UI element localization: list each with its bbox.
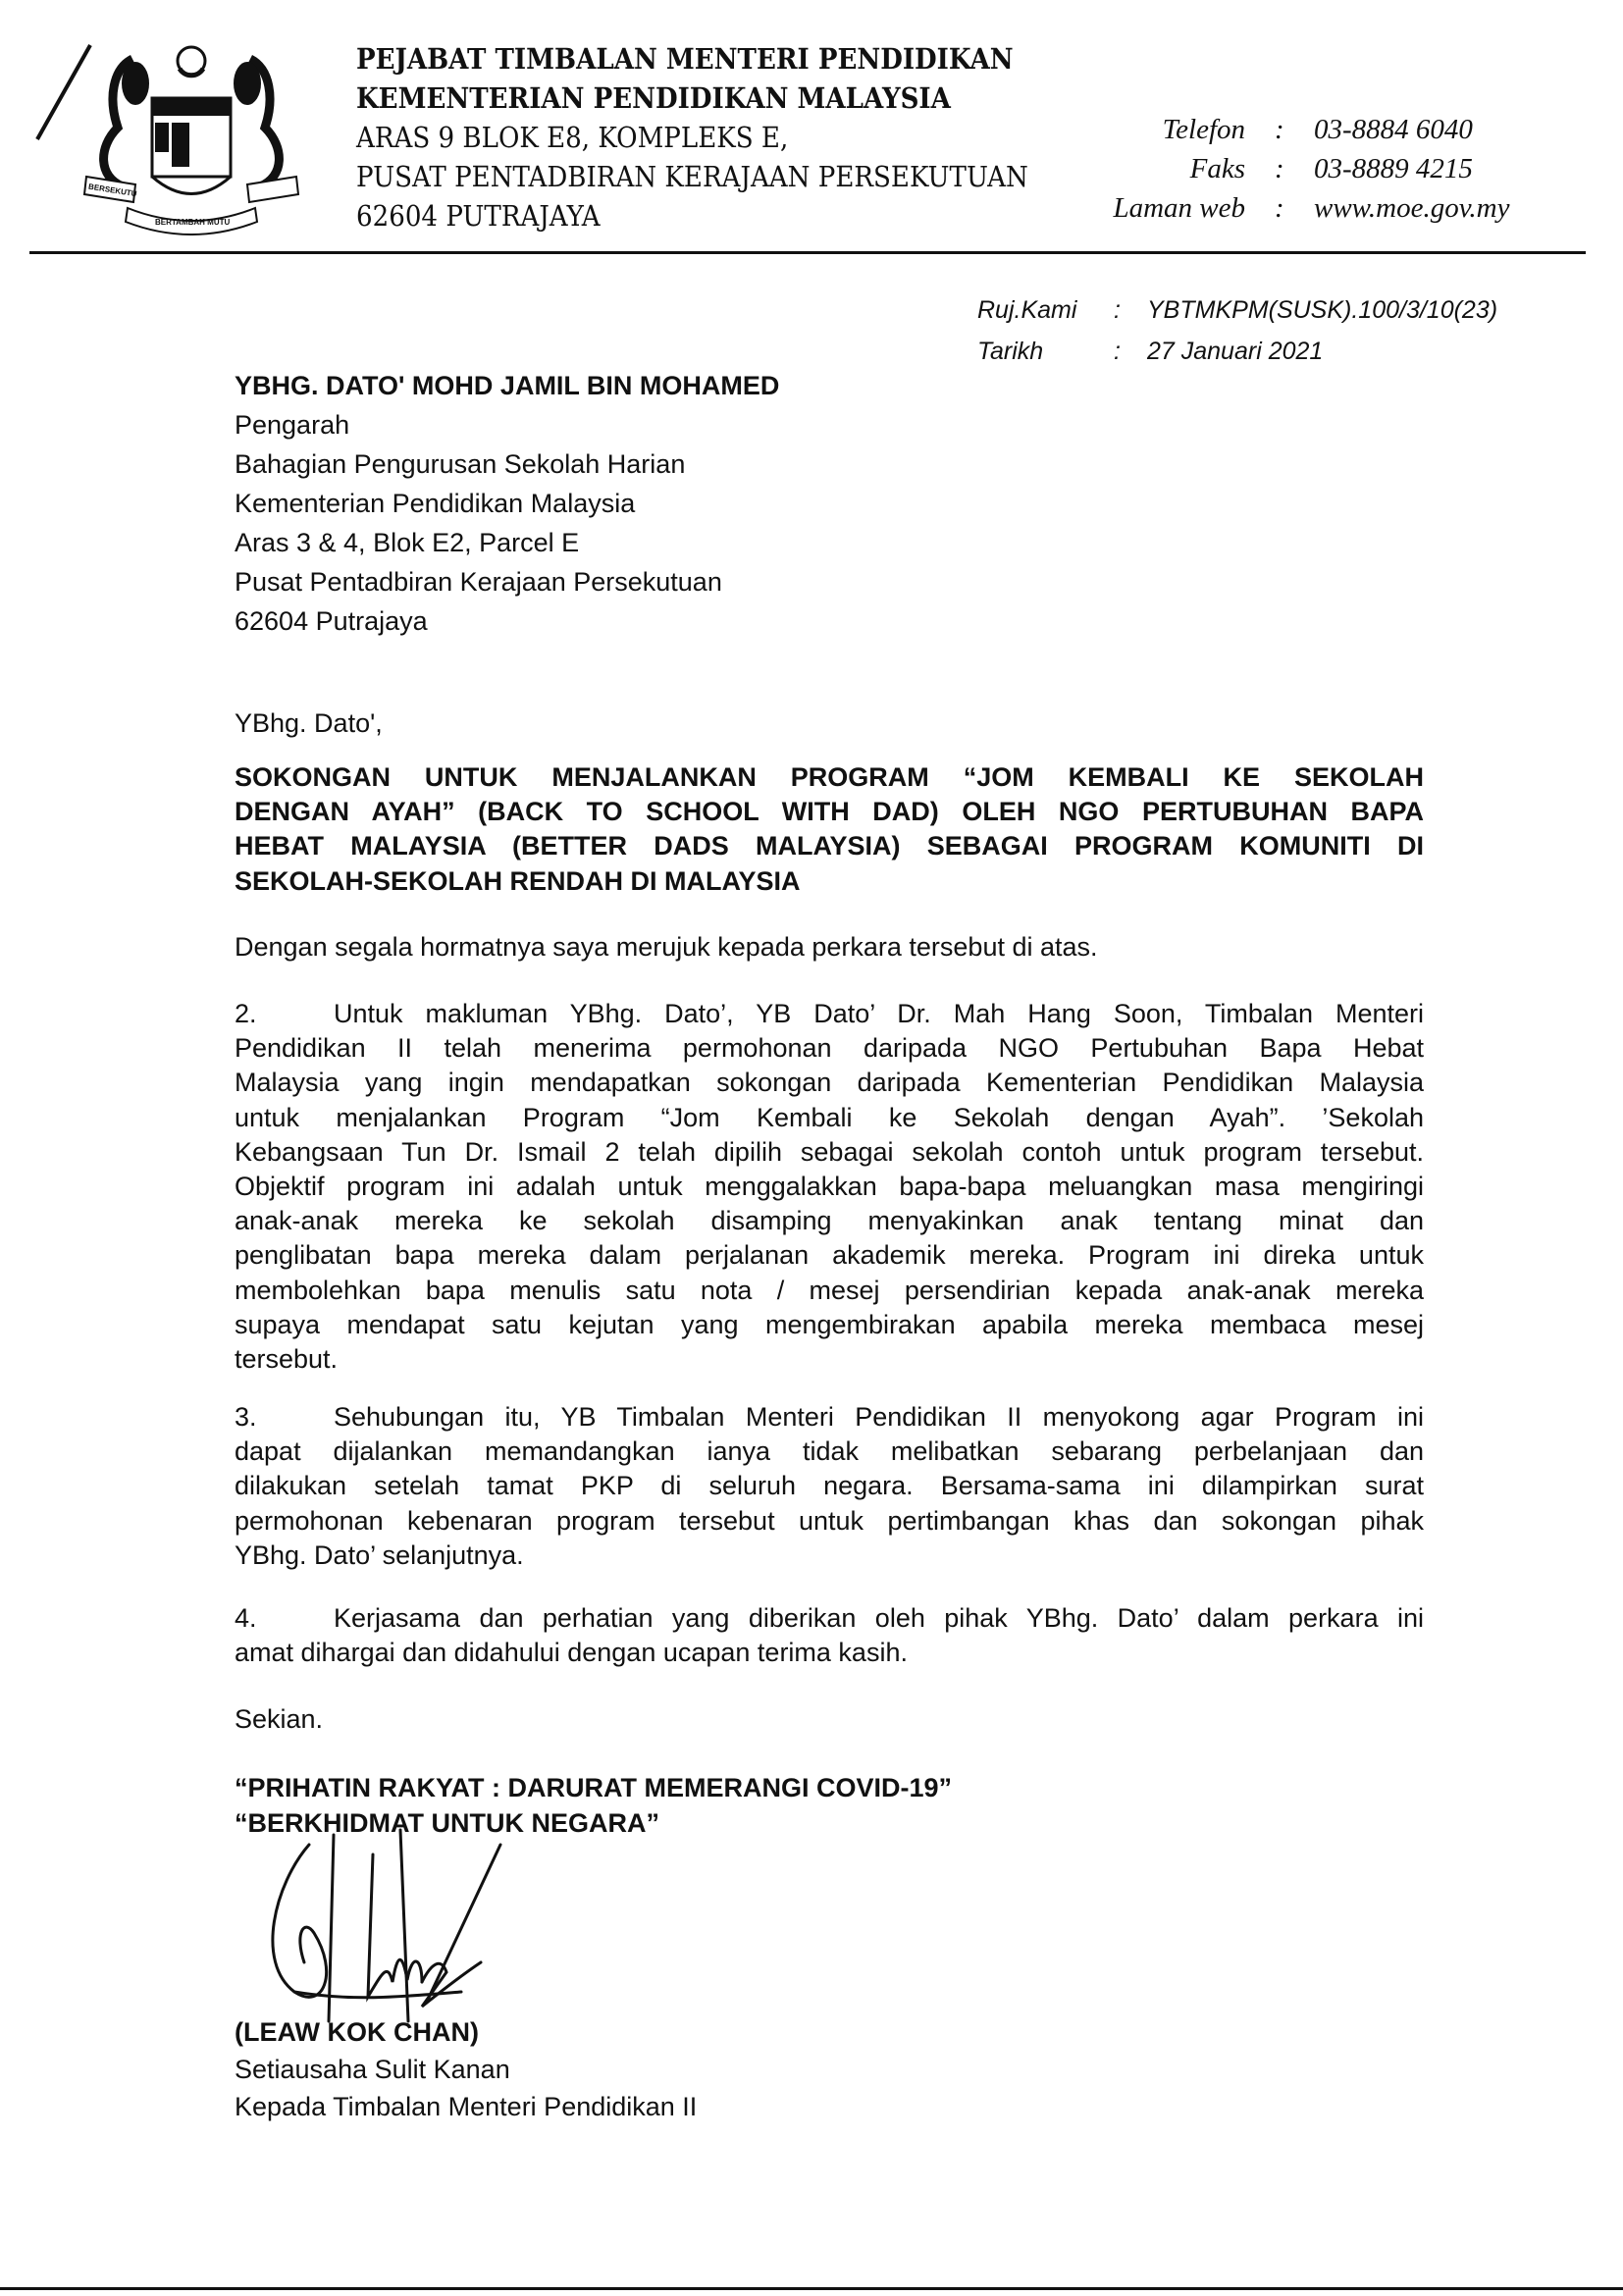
contact-label: Laman web	[1113, 192, 1245, 224]
ref-label: Ruj.Kami	[977, 296, 1077, 324]
signatory-title: Setiausaha Sulit Kanan	[235, 2055, 510, 2084]
reference-block	[977, 289, 1566, 378]
recipient-line: Pengarah	[235, 410, 350, 440]
crest-motto-bottom: BERTAMBAH MUTU	[155, 218, 231, 227]
website-link[interactable]: www.moe.gov.my	[1314, 192, 1510, 224]
text-line: Kebangsaan Tun Dr. Ismail 2 telah dipilih sebagai sekolah contoh untuk program tersebut.	[235, 1136, 1424, 1167]
subject-heading	[235, 760, 1424, 899]
text-line: Untuk makluman YBhg. Dato’, YB Dato’ Dr. Mah Hang Soon, Timbalan Menteri	[334, 999, 1424, 1028]
crest-motto-left: BERSEKUTU	[87, 182, 138, 199]
text-line: HEBAT MALAYSIA (BETTER DADS MALAYSIA) SEBAGAI PROGRAM KOMUNITI DI	[235, 831, 1424, 861]
letterhead	[0, 0, 1623, 255]
footer-rule	[0, 2287, 1623, 2290]
contact-value: 03-8889 4215	[1314, 153, 1473, 184]
ministry-name: KEMENTERIAN PENDIDIKAN MALAYSIA	[356, 81, 951, 115]
recipient-line: Kementerian Pendidikan Malaysia	[235, 489, 636, 518]
text-line: Objektif program ini adalah untuk menggalakkan bapa-bapa meluangkan masa mengiringi	[235, 1171, 1424, 1201]
recipient-line: Aras 3 & 4, Blok E2, Parcel E	[235, 528, 580, 557]
text-line: Kerjasama dan perhatian yang diberikan oleh pihak YBhg. Dato’ dalam perkara ini	[334, 1603, 1424, 1633]
text-line: untuk menjalankan Program “Jom Kembali ke Sekolah dengan Ayah”. ’Sekolah	[235, 1102, 1424, 1132]
contact-value: 03-8884 6040	[1314, 114, 1473, 145]
text-line: Malaysia yang ingin mendapatkan sokongan daripada Kementerian Pendidikan Malaysia	[235, 1068, 1424, 1098]
text-line: Dengan segala hormatnya saya merujuk kepada perkara tersebut di atas.	[235, 932, 1098, 962]
paragraph-3	[235, 1400, 1424, 1573]
salutation: YBhg. Dato',	[235, 708, 383, 738]
paragraph-number: 3.	[235, 1402, 257, 1432]
paragraph-number: 2.	[235, 999, 257, 1028]
text-line: permohonan kebenaran program tersebut untuk pertimbangan khas dan sokongan pihak	[235, 1505, 1424, 1536]
recipient-line: Pusat Pentadbiran Kerajaan Persekutuan	[235, 567, 722, 597]
date-colon: :	[1114, 338, 1121, 365]
text-line: DENGAN AYAH” (BACK TO SCHOOL WITH DAD) OLEH NGO PERTUBUHAN BAPA	[235, 797, 1424, 827]
slogan-line: “BERKHIDMAT UNTUK NEGARA”	[235, 1808, 659, 1838]
ref-value: YBTMKPM(SUSK).100/3/10(23)	[1147, 296, 1498, 324]
closing: Sekian.	[235, 1704, 324, 1734]
office-name: PEJABAT TIMBALAN MENTERI PENDIDIKAN	[356, 42, 1014, 76]
recipient-address	[235, 366, 779, 641]
recipient-line: 62604 Putrajaya	[235, 606, 428, 636]
text-line: penglibatan bapa mereka dalam perjalanan akademik mereka. Program ini direka untuk	[235, 1240, 1424, 1271]
contact-colon: :	[1275, 114, 1284, 145]
address-line: PUSAT PENTADBIRAN KERAJAAN PERSEKUTUAN	[356, 160, 1028, 193]
paragraph-2	[235, 997, 1424, 1377]
contact-colon: :	[1275, 153, 1284, 184]
signatory-block	[235, 2013, 697, 2125]
text-line: dapat dijalankan memandangkan ianya tidak melibatkan sebarang perbelanjaan dan	[235, 1436, 1424, 1467]
contact-label: Faks	[1189, 153, 1245, 184]
text-line: anak-anak mereka ke sekolah disamping menyakinkan anak tentang minat dan	[235, 1206, 1424, 1236]
signatory-office: Kepada Timbalan Menteri Pendidikan II	[235, 2092, 698, 2121]
address-line: ARAS 9 BLOK E8, KOMPLEKS E,	[356, 121, 789, 154]
recipient-name: YBHG. DATO' MOHD JAMIL BIN MOHAMED	[235, 371, 780, 400]
paragraph-4	[235, 1601, 1424, 1670]
text-line: YBhg. Dato’ selanjutnya.	[235, 1539, 524, 1570]
contact-colon: :	[1275, 192, 1284, 224]
text-line: supaya mendapat satu kejutan yang mengembirakan apabila mereka membaca mesej	[235, 1309, 1424, 1339]
text-line: membolehkan bapa menulis satu nota / mesej persendirian kepada anak-anak mereka	[235, 1275, 1424, 1305]
signatory-name: (LEAW KOK CHAN)	[235, 2017, 479, 2047]
ref-colon: :	[1114, 296, 1121, 324]
date-value: 27 Januari 2021	[1147, 338, 1324, 365]
text-line: amat dihargai dan didahului dengan ucapan terima kasih.	[235, 1638, 908, 1668]
contact-block	[0, 110, 1623, 237]
header-divider	[29, 251, 1586, 254]
text-line: Pendidikan II telah menerima permohonan daripada NGO Pertubuhan Bapa Hebat	[235, 1033, 1424, 1064]
address-line: 62604 PUTRAJAYA	[356, 199, 601, 233]
paragraph-number: 4.	[235, 1603, 257, 1633]
text-line: Sehubungan itu, YB Timbalan Menteri Pendidikan II menyokong agar Program ini	[334, 1402, 1424, 1432]
slogan-line: “PRIHATIN RAKYAT : DARURAT MEMERANGI COVID-19”	[235, 1773, 953, 1802]
text-line: tersebut.	[235, 1343, 339, 1374]
text-line: SEKOLAH-SEKOLAH RENDAH DI MALAYSIA	[235, 865, 801, 896]
text-line: SOKONGAN UNTUK MENJALANKAN PROGRAM “JOM KEMBALI KE SEKOLAH	[235, 762, 1424, 792]
recipient-line: Bahagian Pengurusan Sekolah Harian	[235, 449, 686, 479]
paragraph-1	[235, 930, 1424, 965]
text-line: dilakukan setelah tamat PKP di seluruh negara. Bersama-sama ini dilampirkan surat	[235, 1471, 1424, 1501]
date-label: Tarikh	[977, 338, 1044, 365]
contact-label: Telefon	[1162, 114, 1245, 145]
